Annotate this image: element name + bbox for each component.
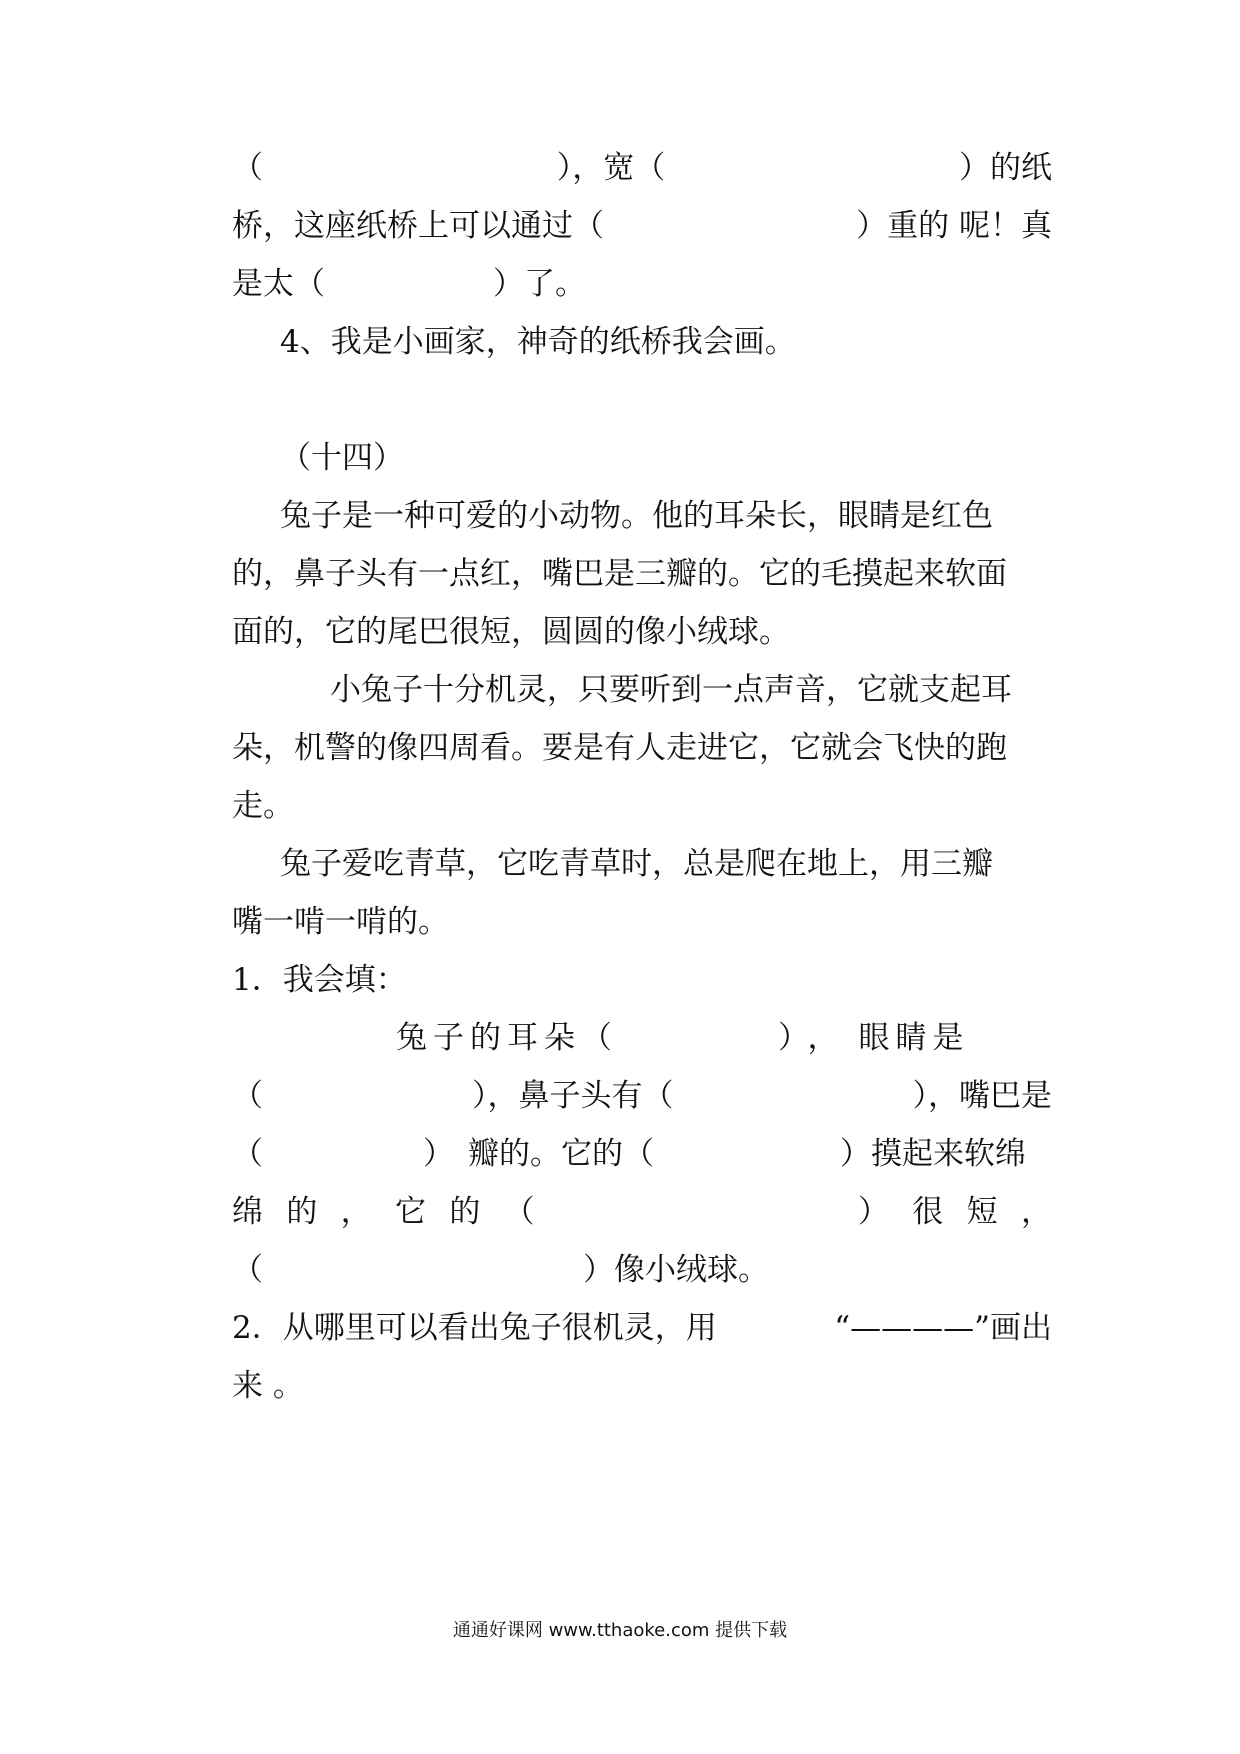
page-footer: 通通好课网 www.tthaoke.com 提供下载 [452, 1620, 788, 1641]
passage-line: 兔子爱吃青草，它吃青草时，总是爬在地上，用三瓣 [280, 846, 993, 882]
answer-blank-segment: ）的纸 [959, 150, 1052, 186]
q4-text: 4、我是小画家，神奇的纸桥我会画。 [280, 324, 796, 360]
fill-blank-text: ），鼻子头有（ [472, 1078, 674, 1114]
question-text: “————”画出 [834, 1310, 1052, 1346]
passage-line: 走。 [232, 788, 294, 824]
exercise-1-line-3 [232, 1126, 1052, 1182]
open-paren: （ [232, 150, 263, 186]
exercise-1-title: 1．我会填： [232, 962, 407, 998]
passage-line: 小兔子十分机灵，只要听到一点声音，它就支起耳 [330, 672, 1012, 708]
question-text: 桥，这座纸桥上可以通过（ [232, 208, 604, 244]
q3-line-3 [232, 256, 1052, 312]
passage-line: 嘴一啃一啃的。 [232, 904, 449, 940]
spaced-char: ， [340, 1194, 372, 1230]
passage-line: 的，鼻子头有一点红，嘴巴是三瓣的。它的毛摸起来软面 [232, 556, 1007, 592]
exercise-1-line-2 [232, 1068, 1052, 1124]
close-paren: ） [857, 1194, 889, 1230]
fill-blank-text: 兔子的耳朵（ [396, 1020, 618, 1056]
question-text: ）重的 呢！真 [856, 208, 1052, 244]
spaced-char: 很 [912, 1194, 944, 1230]
q3-line-2 [232, 198, 1052, 254]
fill-blank-text: ）摸起来软绵 [840, 1136, 1026, 1172]
spaced-char: 绵 [232, 1194, 263, 1230]
spaced-char: 短 [966, 1194, 998, 1230]
open-paren: （ [232, 1136, 263, 1172]
spaced-char: 它 [394, 1194, 426, 1230]
fill-blank-text: ）像小绒球。 [583, 1252, 769, 1288]
question-text: 2．从哪里可以看出兔子很机灵，用 [232, 1310, 717, 1346]
passage-line: 朵，机警的像四周看。要是有人走进它，它就会飞快的跑 [232, 730, 1007, 766]
close-paren: ） [423, 1136, 454, 1172]
question-text: ）了。 [493, 266, 586, 302]
exercise-1-line-4 [232, 1184, 1052, 1240]
passage-line: 兔子是一种可爱的小动物。他的耳朵长，眼睛是红色 [280, 498, 993, 534]
fill-blank-text: 眼睛是 [858, 1020, 970, 1056]
passage-line: 面的，它的尾巴很短，圆圆的像小绒球。 [232, 614, 790, 650]
answer-blank-segment: ），宽（ [556, 150, 666, 186]
q3-line-1 [232, 140, 1052, 196]
open-paren: （ [503, 1194, 535, 1230]
question-text: 是太（ [232, 266, 325, 302]
spaced-char: 的 [449, 1194, 481, 1230]
open-paren: （ [232, 1078, 263, 1114]
fill-blank-text: ），嘴巴是 [912, 1078, 1052, 1114]
exercise-1-line-1 [396, 1010, 1052, 1066]
spaced-char: ， [1020, 1194, 1052, 1230]
exercise-2-line-2: 来 。 [232, 1368, 304, 1404]
spaced-char: 的 [286, 1194, 318, 1230]
exercise-1-line-5 [232, 1242, 1052, 1298]
section-title: （十四） [280, 440, 404, 476]
exercise-2-line-1 [232, 1300, 1052, 1356]
fill-blank-text: 瓣的。它的（ [468, 1136, 654, 1172]
fill-blank-text: ）， [778, 1020, 853, 1056]
open-paren: （ [232, 1252, 263, 1288]
